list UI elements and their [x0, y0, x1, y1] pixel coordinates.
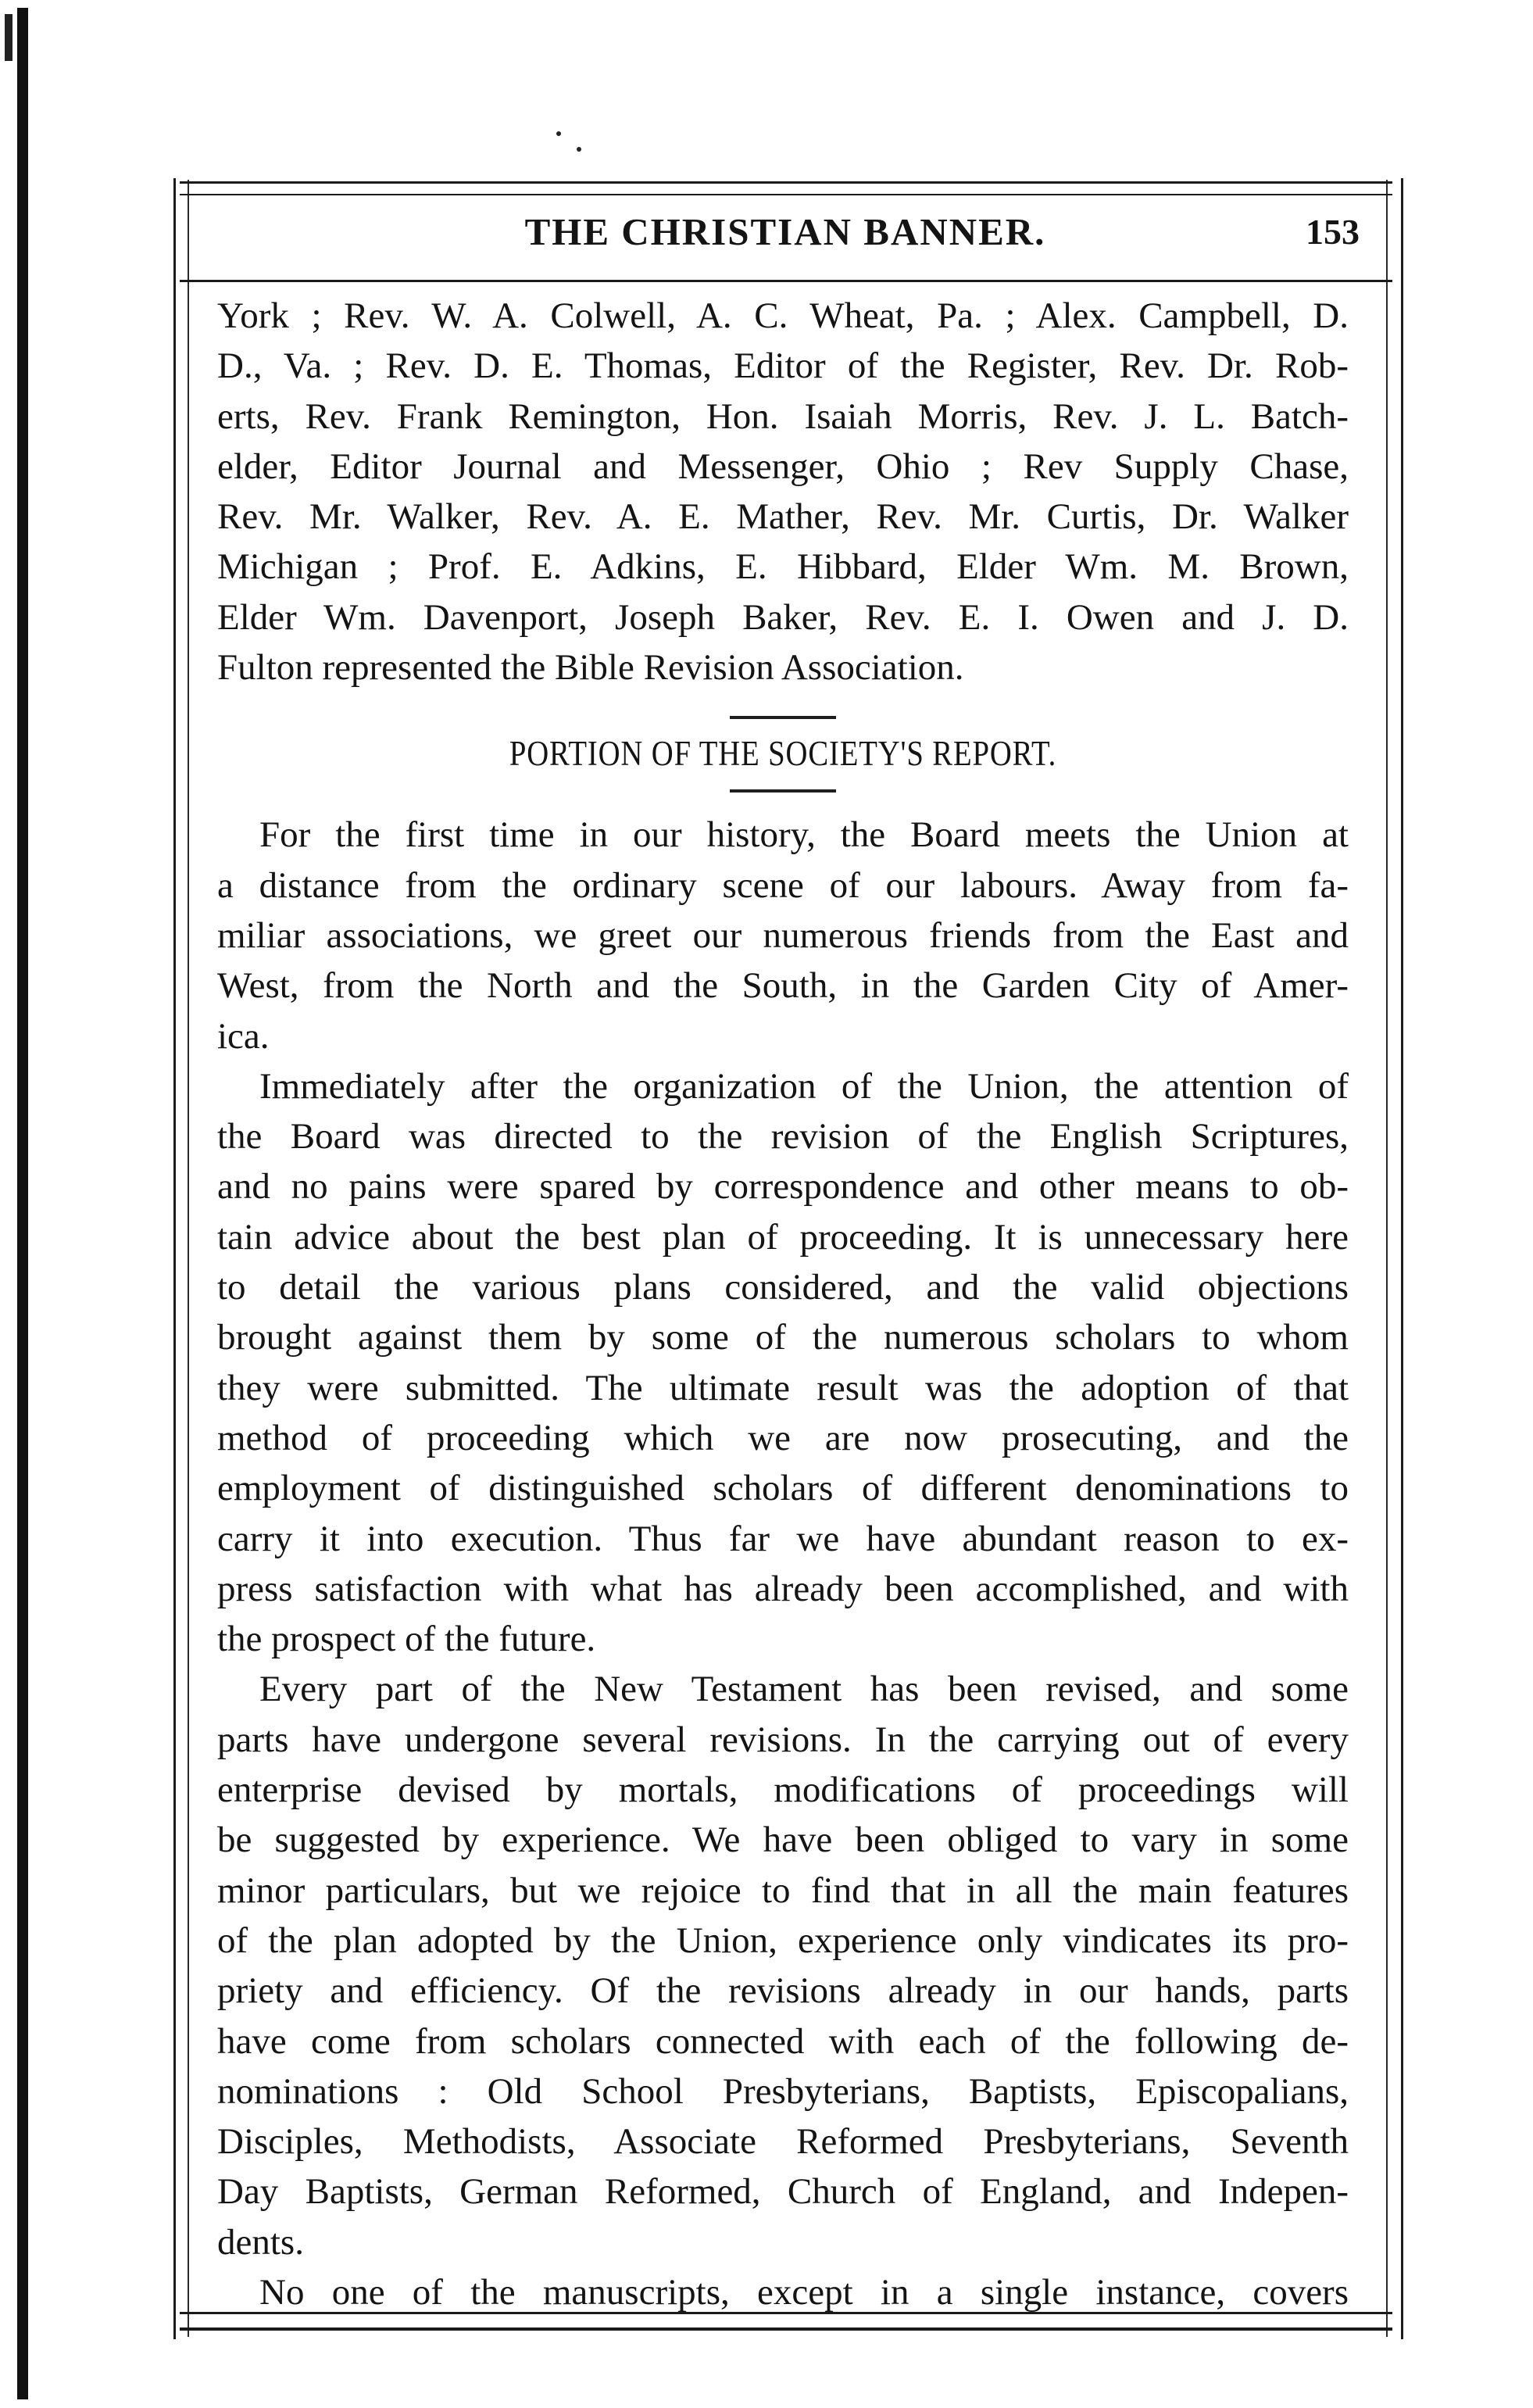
binding-edge [17, 8, 28, 2399]
paragraph-2 [217, 1061, 1349, 1665]
text-line: to detail the various plans considered, and the valid objections [217, 1267, 1349, 1308]
text-line: Disciples, Methodists, Associate Reformed Presbyterians, Seventh [217, 2121, 1349, 2163]
text-line: dents. [217, 2221, 304, 2263]
text-line: erts, Rev. Frank Remington, Hon. Isaiah Morris, Rev. J. L. Batch- [217, 395, 1349, 437]
text-line: elder, Editor Journal and Messenger, Ohio ; Rev Supply Chase, [217, 445, 1349, 487]
text-line: Michigan ; Prof. E. Adkins, E. Hibbard, Elder Wm. M. Brown, [217, 546, 1349, 588]
text-column [217, 291, 1349, 2317]
text-line: parts have undergone several revisions. In the carrying out of every [217, 1719, 1349, 1760]
text-line: miliar associations, we greet our numerous friends from the East and [217, 914, 1349, 956]
intro-paragraph [217, 291, 1349, 692]
text-line: the Board was directed to the revision of the English Scriptures, [217, 1116, 1349, 1157]
text-line: a distance from the ordinary scene of our labours. Away from fa- [217, 864, 1349, 906]
text-line: enterprise devised by mortals, modifications of proceedings will [217, 1769, 1349, 1811]
text-line: priety and efficiency. Of the revisions already in our hands, parts [217, 1970, 1349, 2012]
page-number: 153 [1306, 212, 1360, 252]
text-line: have come from scholars connected with each of the following de- [217, 2020, 1349, 2062]
section-rule-below [730, 789, 836, 793]
running-head [211, 205, 1360, 267]
text-line: Day Baptists, German Reformed, Church of England, and Indepen- [217, 2171, 1349, 2213]
text-line: D., Va. ; Rev. D. E. Thomas, Editor of the Register, Rev. Dr. Rob- [217, 345, 1349, 387]
text-line: be suggested by experience. We have been obliged to vary in some [217, 1819, 1349, 1861]
text-line: the prospect of the future. [217, 1619, 596, 1660]
paragraph-3 [217, 1664, 1349, 2267]
bottom-rule-thick [180, 2327, 1392, 2331]
text-line: nominations : Old School Presbyterians, Baptists, Episcopalians, [217, 2070, 1349, 2112]
ink-speck [577, 147, 581, 152]
paragraph-1 [217, 810, 1349, 1061]
text-line: minor particulars, but we rejoice to find that in all the main features [217, 1870, 1349, 1911]
text-line: of the plan adopted by the Union, experience only vindicates its pro- [217, 1920, 1349, 1961]
text-line: Immediately after the organization of the Union, the attention of [259, 1065, 1349, 1107]
text-line: they were submitted. The ultimate result was the adoption of that [217, 1367, 1349, 1408]
text-line: Elder Wm. Davenport, Joseph Baker, Rev. E. I. Owen and J. D. [217, 596, 1349, 638]
text-line: Every part of the New Testament has been revised, and some [259, 1669, 1349, 1710]
text-line: method of proceeding which we are now prosecuting, and the [217, 1417, 1349, 1458]
text-line: For the first time in our history, the Board meets the Union at [259, 814, 1349, 856]
top-rule [180, 181, 1392, 184]
header-rule [180, 280, 1392, 282]
text-line: No one of the manuscripts, except in a single instance, covers [259, 2271, 1349, 2313]
binding-mark [5, 14, 13, 61]
section-rule-above [730, 716, 836, 719]
paragraph-4 [217, 2267, 1349, 2317]
text-line: brought against them by some of the numerous scholars to whom [217, 1317, 1349, 1358]
text-line: and no pains were spared by correspondence and other means to ob- [217, 1166, 1349, 1208]
text-line: Rev. Mr. Walker, Rev. A. E. Mather, Rev. Mr. Curtis, Dr. Walker [217, 496, 1349, 538]
text-line: carry it into execution. Thus far we have abundant reason to ex- [217, 1518, 1349, 1559]
text-line: York ; Rev. W. A. Colwell, A. C. Wheat, Pa. ; Alex. Campbell, D. [217, 295, 1349, 336]
text-line: press satisfaction with what has already been accomplished, and with [217, 1568, 1349, 1609]
text-line: West, from the North and the South, in the Garden City of Amer- [217, 965, 1349, 1007]
section-title: PORTION OF THE SOCIETY'S REPORT. [509, 734, 1057, 774]
text-line: tain advice about the best plan of proceeding. It is unnecessary here [217, 1216, 1349, 1258]
text-line: employment of distinguished scholars of different denominations to [217, 1468, 1349, 1509]
top-rule-thin [180, 194, 1392, 195]
text-line: ica. [217, 1015, 270, 1057]
ink-speck [556, 131, 561, 136]
running-title: THE CHRISTIAN BANNER. [524, 210, 1046, 253]
text-line: Fulton represented the Bible Revision Association. [217, 647, 964, 689]
